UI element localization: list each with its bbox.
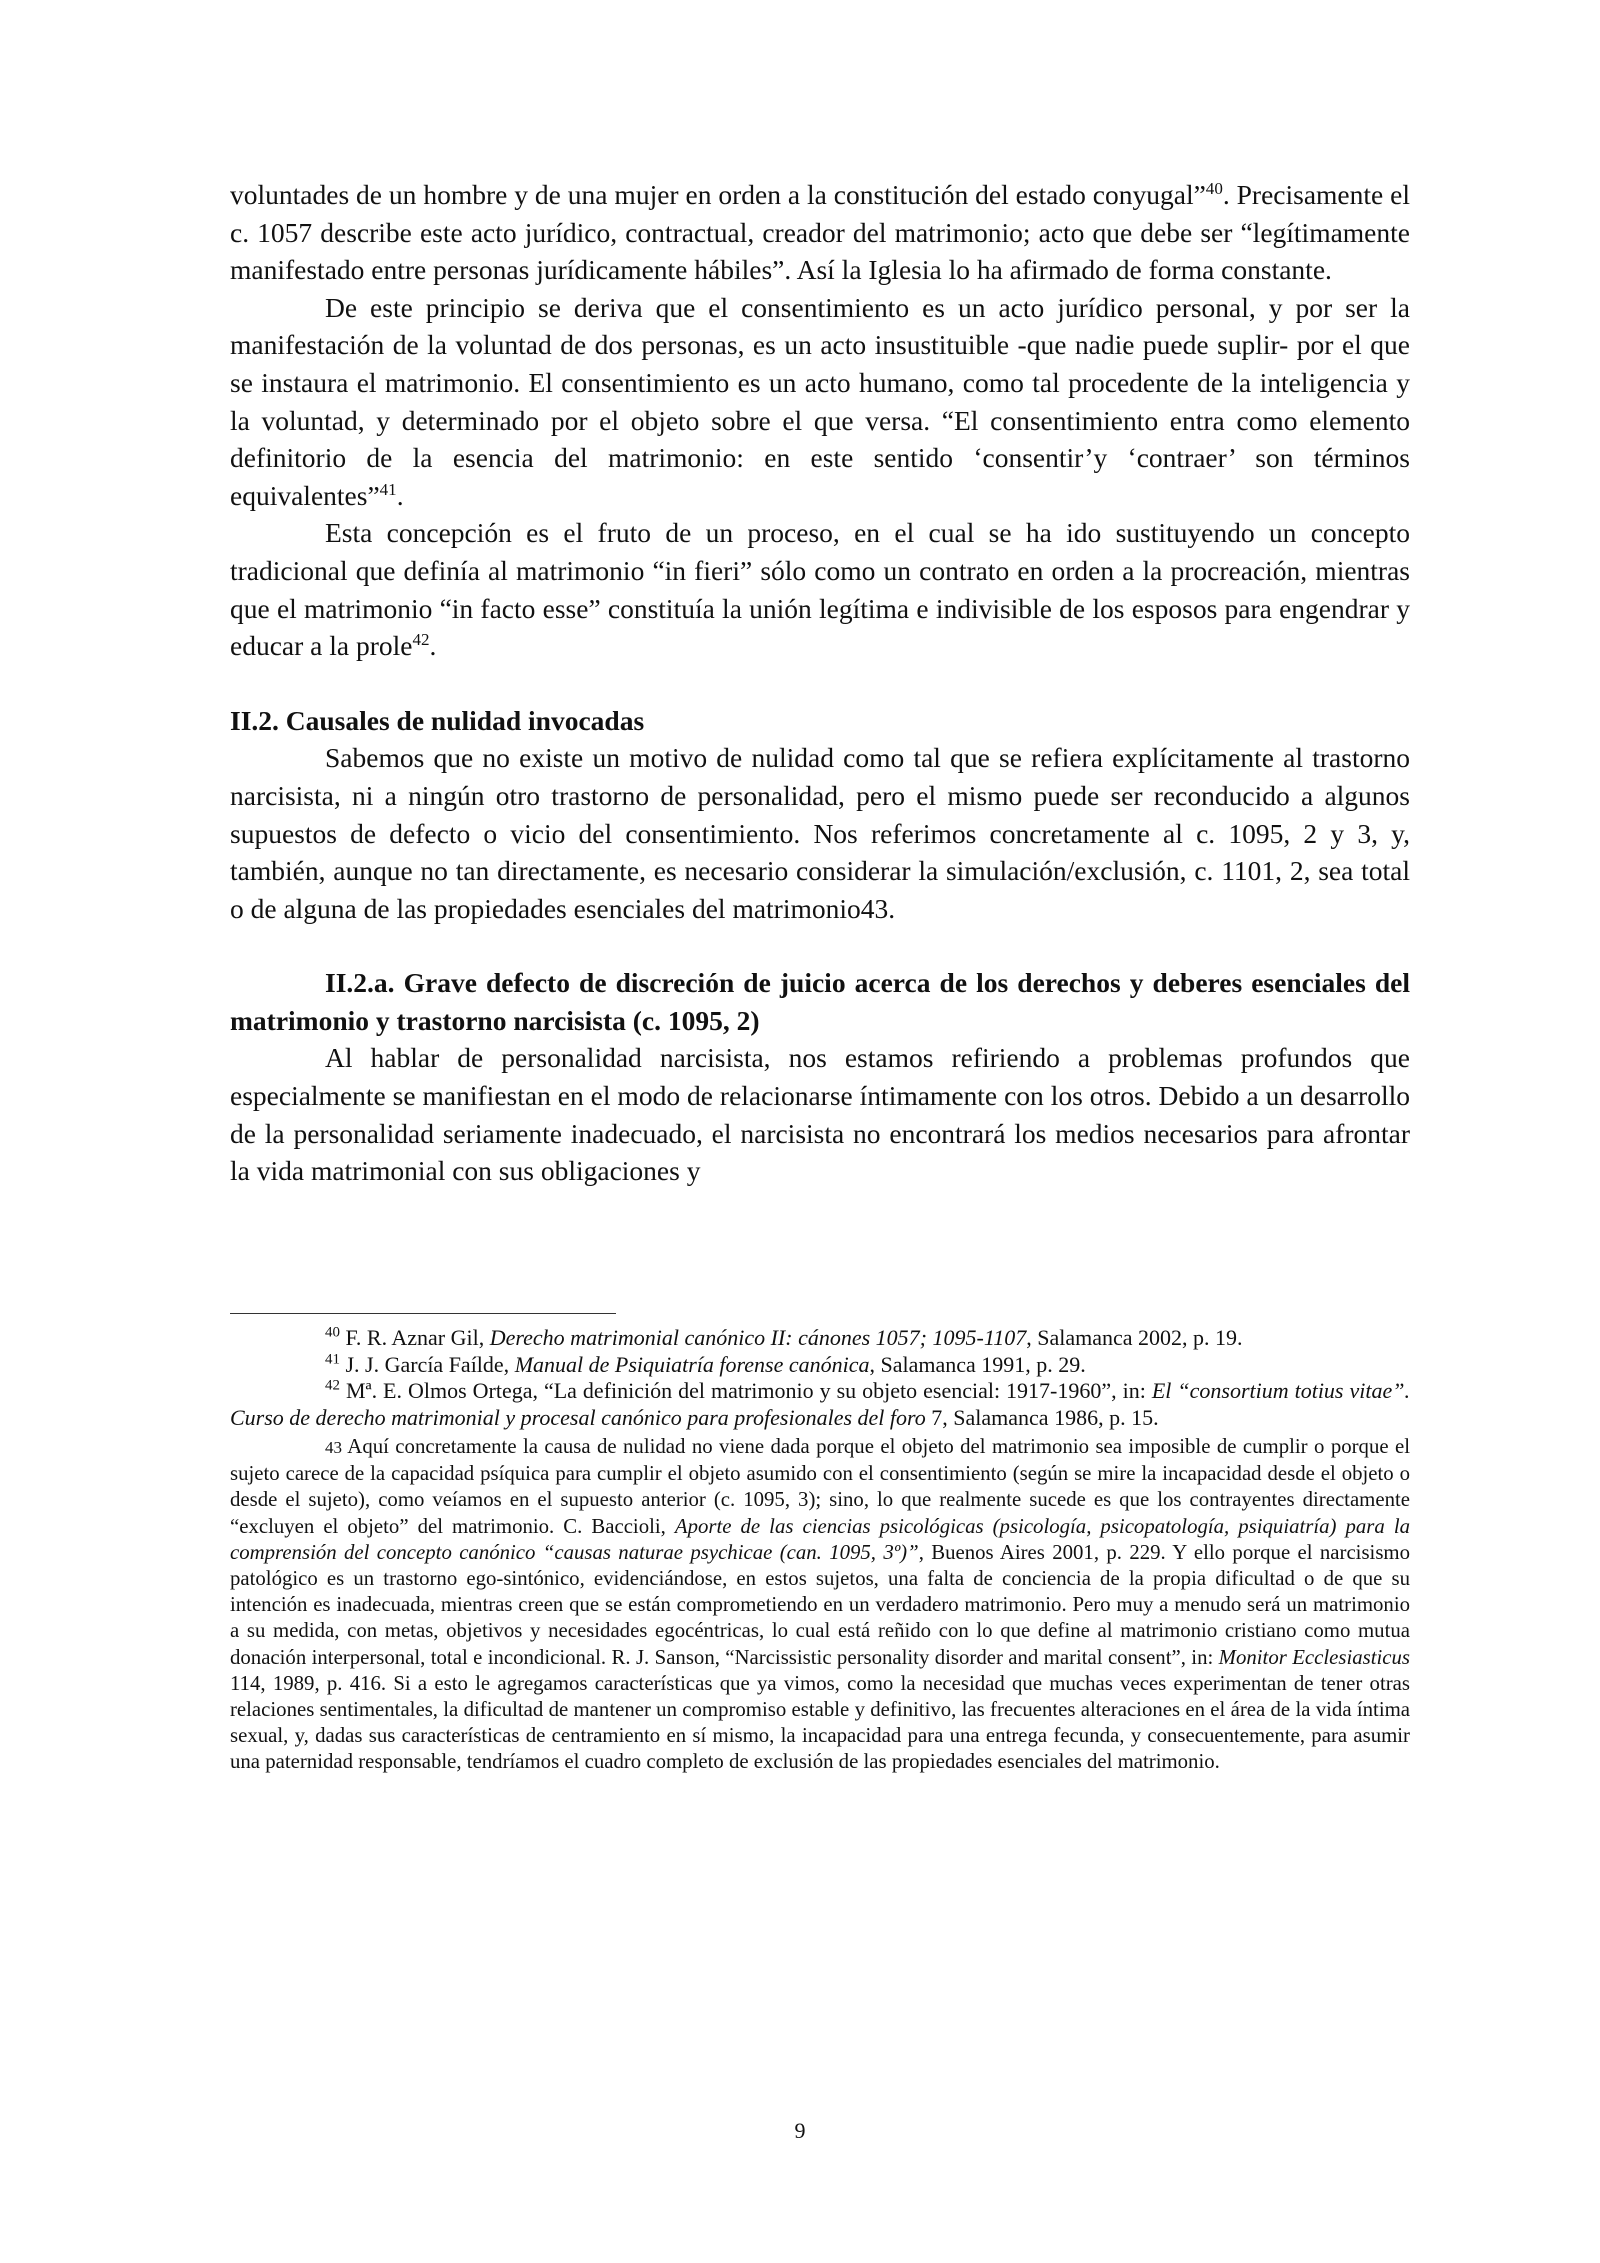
paragraph-narcissistic-personality: Al hablar de personalidad narcisista, nos estamos refiriendo a problemas profundos que especialmente se manifiestan en el modo de relacionarse íntimamente con los otros. Debido a un desarrollo de la personalidad seriamente inadecuado, el narcisista no encontrará los medios necesarios para afrontar la vida matrimonial con sus obligaciones y <box>230 1042 1410 1187</box>
page-body <box>230 176 1410 1190</box>
footnote-citation: , Salamanca 1991, p. 29. <box>869 1351 1086 1377</box>
paragraph-text: voluntades de un hombre y de una mujer en orden a la constitución del estado conyugal” <box>230 179 1206 210</box>
footnote-title: Manual de Psiquiatría forense canónica <box>514 1351 870 1377</box>
footnote-text: Aquí concretamente la causa de nulidad no viene dada porque el objeto del matrimonio sea imposible de cumplir o porque el sujeto carece de la capacidad psíquica para cumplir el objeto asumido con el consentimiento (según se mire la incapacidad desde el objeto o desde el sujeto), como veíamos en el supuesto anterior (c. 1095, 3); sino, lo que realmente sucede es que los contrayentes directamente “excluyen el objeto” del matrimonio. C. Baccioli, <box>230 1435 1410 1538</box>
section-heading: II.2. Causales de nulidad invocadas <box>230 704 645 736</box>
paragraph-continuation <box>230 176 1410 289</box>
footnote-42 <box>230 1378 1410 1431</box>
page-number: 9 <box>794 2118 806 2143</box>
footnote-40 <box>230 1325 1410 1352</box>
footnote-title: El “consortium totius vitae”. Curso de derecho matrimonial y procesal canónico para profesionales del foro <box>230 1378 1410 1430</box>
paragraph-nullity-causes: Sabemos que no existe un motivo de nulidad como tal que se refiera explícitamente al trastorno narcisista, ni a ningún otro trastorno de personalidad, pero el mismo puede ser reconducido a algunos supuestos de defecto o vicio del consentimiento. Nos referimos concretamente al c. 1095, 2 y 3, y, también, aunque no tan directamente, es necesario considerar la simulación/exclusión, c. 1101, 2, sea total o de alguna de las propiedades esenciales del matrimonio43. <box>230 742 1410 924</box>
paragraph-concept-evolution <box>230 514 1410 664</box>
footnote-text: , Buenos Aires 2001, p. 229. Y ello porque el narcisismo patológico es un trastorno ego-sintónico, evidenciándose, en estos sujetos, una falta de conciencia de la propia dificultad o de que su intención es inadecuada, mientras creen que se están comprometiendo en un verdadero matrimonio. Pero muy a menudo será un matrimonio a su medida, con metas, objetivos y necesidades egocéntricas, lo cual está reñido con lo que define al matrimonio cristiano como mutua donación interpersonal, total e incondicional. R. J. Sanson, “Narcissistic personality disorder and marital consent”, in: <box>230 1540 1410 1669</box>
footnote-title: Derecho matrimonial canónico II: cánones 1057; 1095-1107 <box>489 1325 1027 1350</box>
footnote-ref-40[interactable]: 40 <box>1205 178 1223 198</box>
footnote-author: F. R. Aznar Gil, <box>339 1325 490 1350</box>
footnotes <box>230 1325 1410 1776</box>
footnote-citation: 7, Salamanca 1986, p. 15. <box>925 1404 1159 1430</box>
paragraph-text: De este principio se deriva que el consentimiento es un acto jurídico personal, y por ser la manifestación de la voluntad de dos personas, es un acto insustituible -que nadie puede suplir- por el que se instaura el matrimonio. El consentimiento es un acto humano, como tal procedente de la inteligencia y la voluntad, y determinado por el objeto sobre el que versa. “El consentimiento entra como elemento definitorio de la esencia del matrimonio: en este sentido ‘consentir’y ‘contraer’ son términos equivalentes” <box>230 291 1410 511</box>
footnote-author: J. J. García Faílde, <box>339 1351 515 1377</box>
footnote-ref-41[interactable]: 41 <box>379 479 397 499</box>
footnote-number: 42 <box>325 1377 340 1394</box>
footnote-number: 41 <box>325 1351 340 1368</box>
footnote-separator <box>230 1313 616 1314</box>
footnote-title: Monitor Ecclesiasticus <box>1218 1645 1411 1669</box>
footnote-ref-42[interactable]: 42 <box>412 629 430 649</box>
footnote-41 <box>230 1352 1410 1379</box>
paragraph-text: Esta concepción es el fruto de un proceso, en el cual se ha ido sustituyendo un concepto tradicional que definía al matrimonio “in fieri” sólo como un contrato en orden a la procreación, mientras que el matrimonio “in facto esse” constituía la unión legítima e indivisible de los esposos para engendrar y educar a la prole <box>230 517 1410 662</box>
footnote-43 <box>230 1434 1410 1776</box>
footnote-number: 40 <box>325 1324 340 1341</box>
subsection-heading: II.2.a. Grave defecto de discreción de juicio acerca de los derechos y deberes esenciales del matrimonio y trastorno narcisista (c. 1095, 2) <box>230 967 1410 1036</box>
footnote-author: Mª. E. Olmos Ortega, “La definición del matrimonio y su objeto esencial: 1917-1960”, in: <box>339 1378 1152 1403</box>
paragraph-consent-definition <box>230 289 1410 515</box>
footnote-title: Aporte de las ciencias psicológicas (psicología, psicopatología, psiquiatría) para la comprensión del concepto canónico “causas naturae psychicae (can. 1095, 3º)” <box>230 1514 1410 1564</box>
footnote-number: 43 <box>325 1438 343 1457</box>
paragraph-text: . Precisamente el c. 1057 describe este acto jurídico, contractual, creador del matrimonio; acto que debe ser “legítimamente manifestado entre personas jurídicamente hábiles”. Así la Iglesia lo ha afirmado de forma constante. <box>230 179 1410 286</box>
paragraph-text: . <box>396 479 404 511</box>
footnote-citation: , Salamanca 2002, p. 19. <box>1026 1325 1243 1350</box>
footnote-text: 114, 1989, p. 416. Si a esto le agregamos características que ya vimos, como la necesidad que muchas veces experimentan de tener otras relaciones sentimentales, la dificultad de mantener un compromiso estable y definitivo, las frecuentes alteraciones en el área de la vida íntima sexual, y, dadas sus características de centramiento en sí mismo, la incapacidad para una entrega fecunda, y consecuentemente, para asumir una paternidad responsable, tendríamos el cuadro completo de exclusión de las propiedades esenciales del matrimonio. <box>230 1671 1410 1774</box>
paragraph-text: . <box>429 630 437 662</box>
